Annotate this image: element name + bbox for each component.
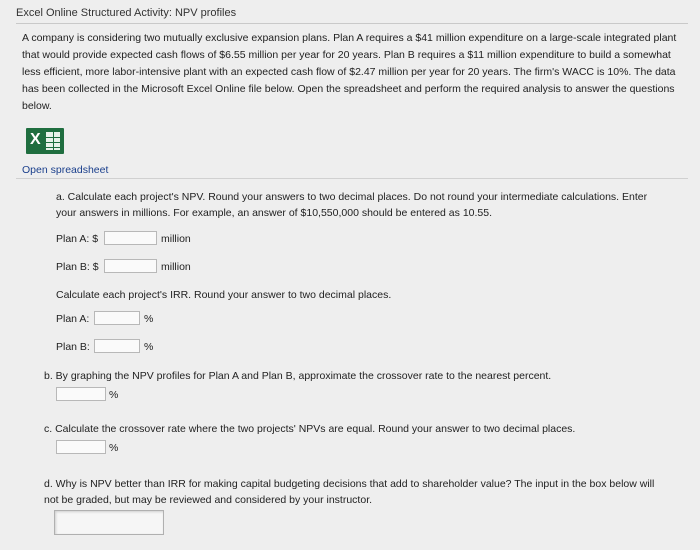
crossover-approx-unit: % (109, 389, 119, 401)
crossover-calc-input[interactable] (56, 440, 106, 454)
npv-plan-a-label: Plan A: $ (56, 233, 99, 245)
title-divider (16, 23, 688, 24)
irr-plan-a-input[interactable] (94, 311, 140, 325)
section-divider (16, 178, 688, 179)
crossover-graph-question: b. By graphing the NPV profiles for Plan A and Plan B, approximate the crossover rate to the nearest percent. (44, 370, 552, 382)
crossover-calc-unit: % (109, 442, 119, 454)
npv-plan-b-label: Plan B: $ (56, 261, 99, 273)
open-spreadsheet-link[interactable]: Open spreadsheet (22, 164, 109, 176)
irr-plan-b-unit: % (144, 341, 154, 353)
npv-plan-b-unit: million (161, 261, 191, 273)
crossover-calc-question: c. Calculate the crossover rate where the two projects' NPVs are equal. Round your answer to two decimal places. (44, 423, 576, 435)
npv-question: a. Calculate each project's NPV. Round your answers to two decimal places. Do not round your intermediate calculations. Enter your answers in millions. For example, an answer of $10,550,000 should be entered as 10.55. (56, 191, 648, 219)
irr-plan-b-label: Plan B: (56, 341, 90, 353)
irr-question: Calculate each project's IRR. Round your answer to two decimal places. (56, 289, 392, 301)
activity-title: Excel Online Structured Activity: NPV profiles (16, 7, 237, 19)
excel-icon[interactable] (26, 128, 64, 154)
problem-statement: A company is considering two mutually exclusive expansion plans. Plan A requires a $41 million expenditure on a large-scale integrated plant that would provide expected cash flows of $6.55 million per year for 20 years. Plan B requires a $11 million expenditure to build a somewhat less efficient, more labor-intensive plant with an expected cash flow of $2.47 million per year for 20 years. The firm's WACC is 10%. The data has been collected in the Microsoft Excel Online file below. Open the spreadsheet and perform the required analysis to answer the questions below. (22, 32, 677, 112)
irr-plan-a-unit: % (144, 313, 154, 325)
npv-plan-a-unit: million (161, 233, 191, 245)
excel-icon-letter: X (30, 131, 41, 148)
npv-plan-b-input[interactable] (104, 259, 157, 273)
crossover-approx-input[interactable] (56, 387, 106, 401)
npv-plan-a-input[interactable] (104, 231, 157, 245)
excel-grid-icon (46, 132, 60, 150)
npv-vs-irr-textarea[interactable] (54, 510, 164, 535)
irr-plan-b-input[interactable] (94, 339, 140, 353)
irr-plan-a-label: Plan A: (56, 313, 90, 325)
npv-vs-irr-question: d. Why is NPV better than IRR for making capital budgeting decisions that add to shareholder value? The input in the box below will not be graded, but may be reviewed and considered by your instructor. (44, 478, 655, 506)
